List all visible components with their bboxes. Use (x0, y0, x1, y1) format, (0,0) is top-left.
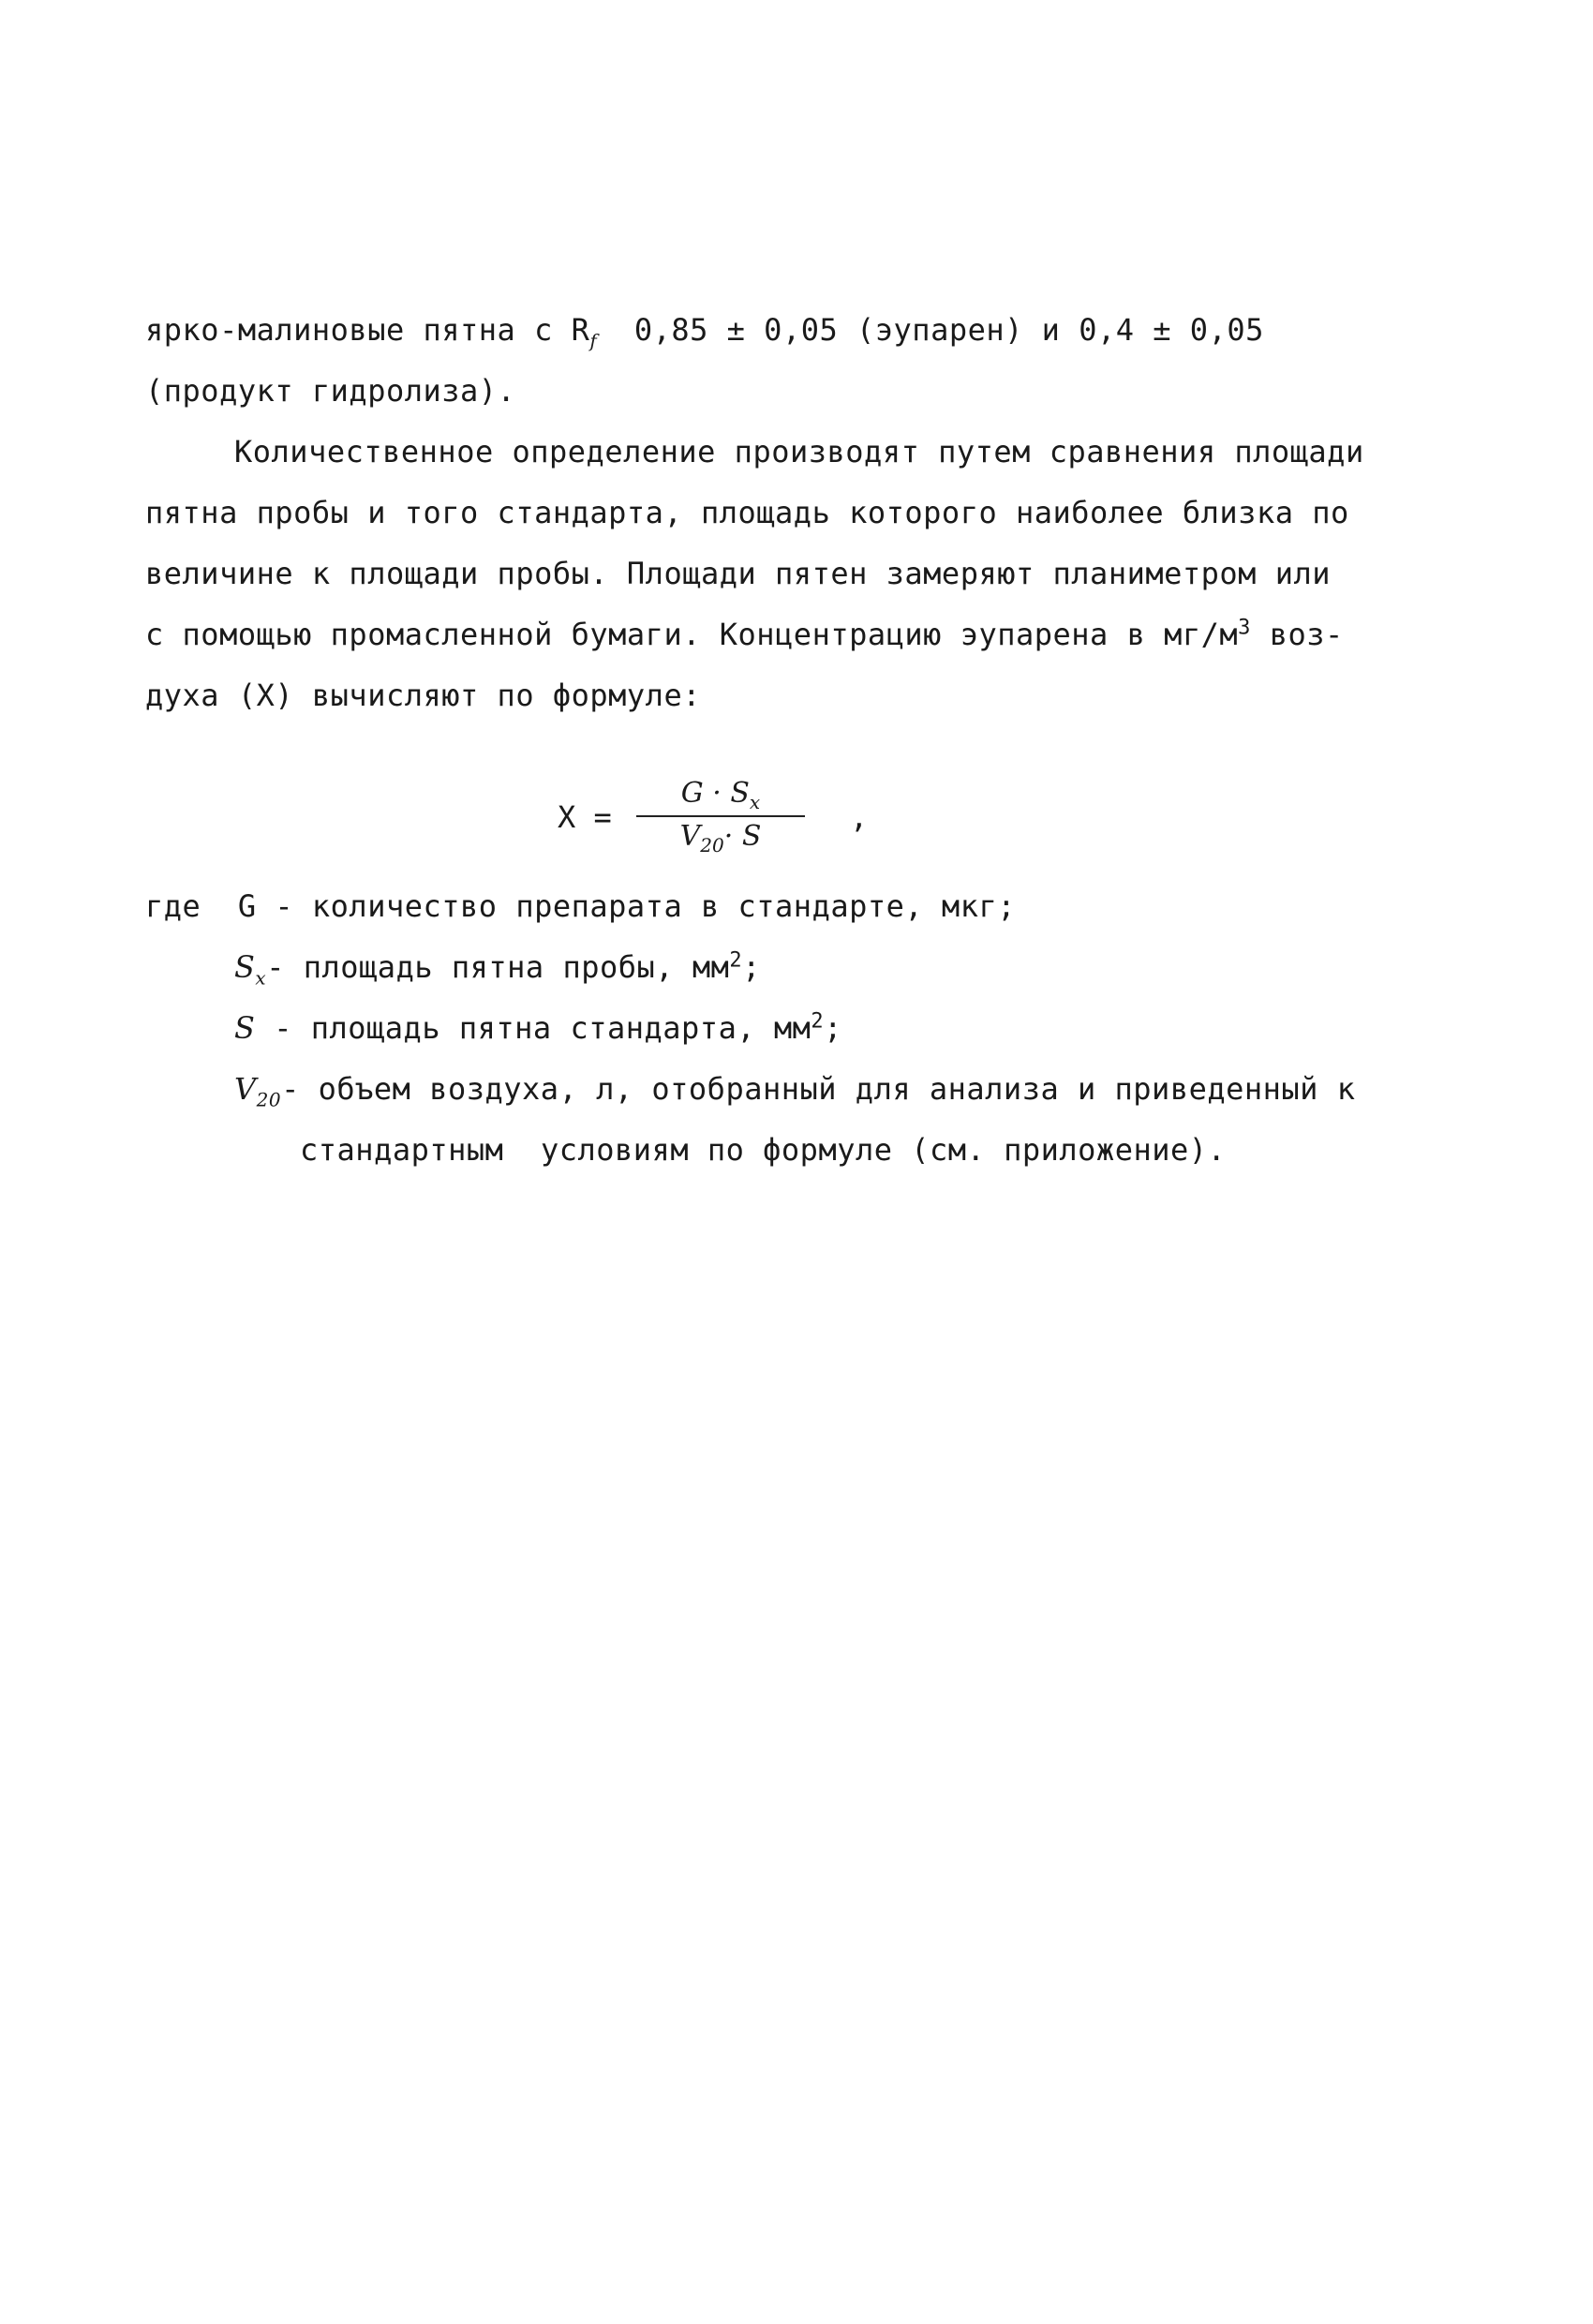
text-fragment: воз- (1250, 617, 1344, 652)
definition-text: - объем воздуха, л, отобранный для анализа и приведенный к (281, 1071, 1356, 1107)
square-superscript: 2 (729, 948, 743, 973)
text-line-1 (145, 311, 1264, 352)
definition-text: - площадь пятна пробы, мм (266, 949, 730, 985)
text-line-6 (145, 616, 1344, 653)
formula-fraction (636, 776, 805, 855)
concentration-formula (558, 776, 876, 879)
definition-text: - площадь пятна стандарта, мм (255, 1010, 811, 1046)
fraction-bar (636, 815, 805, 817)
text-fragment: с помощью промасленной бумаги. Концентрацию эупарена в мг/м (145, 617, 1239, 652)
cubic-superscript: 3 (1238, 616, 1251, 640)
where-line-v20 (234, 1070, 1356, 1111)
where-line-g (145, 887, 1016, 925)
text-line-5: величине к площади пробы. Площади пятен замеряют планиметром или (145, 556, 1331, 591)
symbol-subscript: 20 (256, 1088, 282, 1111)
where-line-s: S - площадь пятна стандарта, $мм^2$; (234, 1009, 842, 1046)
formula-lhs: X = (558, 799, 612, 835)
text-fragment: 0,85 ± 0,05 (эупарен) и 0,4 ± 0,05 (597, 312, 1264, 348)
text-fragment: ярко-малиновые пятна с R (145, 312, 590, 348)
symbol-v: V (234, 1071, 257, 1107)
square-superscript: 2 (811, 1009, 825, 1034)
symbol-s: S (234, 1010, 256, 1046)
where-intro: где (145, 888, 201, 924)
formula-comma: , (850, 799, 869, 835)
where-continuation: стандартным условиям по формуле (см. приложение). (300, 1132, 1227, 1168)
symbol-g: G (237, 888, 257, 924)
symbol-subscript: x (255, 966, 267, 990)
paragraph-start-line: Количественное определение производят путем сравнения площади (234, 434, 1364, 469)
symbol-s: S (234, 949, 256, 985)
where-line-sx: $S_x-$ площадь пятна пробы, $мм^2$; (234, 948, 761, 990)
formula-denominator: $V_{20}\cdot S$ (679, 820, 762, 857)
definition-text: - количество препарата в стандарте, мкг; (256, 888, 1016, 924)
rf-subscript: f (589, 329, 598, 352)
formula-numerator: $G \cdot S_x$ (680, 777, 761, 813)
text-line-7: духа (X) вычисляют по формуле: (145, 678, 701, 713)
text-line-2: (продукт гидролиза). (145, 373, 516, 409)
text-line-4: пятна пробы и того стандарта, площадь которого наиболее близка по (145, 495, 1349, 530)
